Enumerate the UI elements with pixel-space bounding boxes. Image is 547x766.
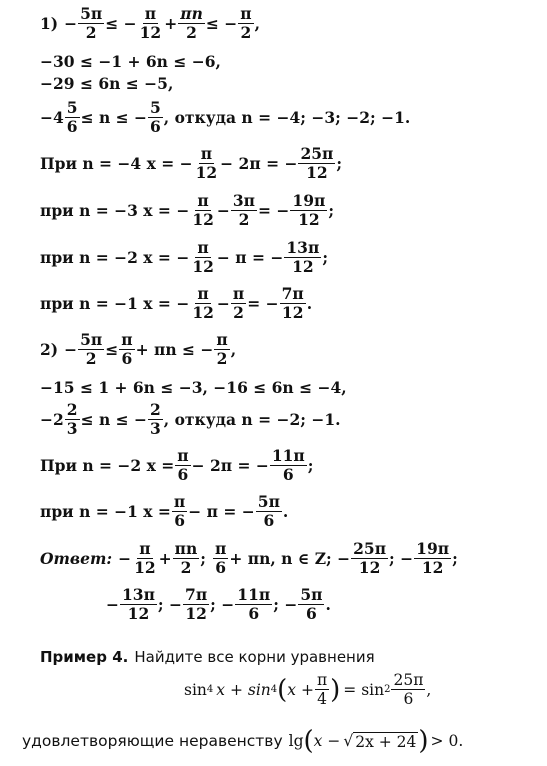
part1-case-3	[40, 240, 328, 276]
operator: +	[158, 549, 172, 569]
operator: ≤ −	[105, 14, 137, 34]
numerator: 13π	[122, 585, 155, 604]
case-text: При n = −2 x =	[40, 456, 175, 476]
case-text: При n = −4 x = −	[40, 154, 193, 174]
denominator: 12	[298, 210, 320, 230]
operator: ; −	[389, 549, 414, 569]
operator: −	[216, 294, 230, 314]
numerator: π	[232, 284, 245, 303]
answer-line1	[40, 541, 458, 577]
fraction	[175, 448, 190, 484]
denominator: 2	[240, 23, 252, 43]
case-text: при n = −1 x = −	[40, 294, 190, 314]
answer-line2	[106, 587, 331, 623]
numerator: π	[173, 492, 186, 511]
example-title: Пример 4.	[40, 648, 129, 666]
denominator: 3	[66, 419, 78, 439]
fraction	[414, 541, 451, 577]
result-text: , откуда n = −2; −1.	[163, 410, 341, 430]
part1-line4	[40, 100, 410, 136]
numerator: 19π	[416, 539, 450, 558]
numerator: π	[144, 4, 157, 23]
fraction	[132, 541, 158, 577]
denominator: 6	[121, 349, 133, 369]
fraction	[190, 286, 216, 322]
operator: = −	[247, 294, 279, 314]
punctuation: ,	[254, 14, 260, 34]
fraction	[120, 587, 157, 623]
denominator: 2	[216, 349, 228, 369]
numerator: 5π	[257, 492, 280, 511]
numerator: 7π	[185, 585, 208, 604]
equation-text: x +	[287, 680, 314, 699]
numerator: π	[240, 4, 252, 23]
denominator: 2	[186, 23, 197, 43]
fraction	[284, 240, 321, 276]
fraction	[298, 587, 324, 623]
fraction	[214, 332, 229, 368]
numerator: 13π	[286, 238, 320, 257]
denominator: 6	[403, 690, 414, 709]
exponent: 2	[384, 684, 391, 696]
minus-sign: −	[64, 340, 78, 360]
example4-heading	[40, 648, 375, 666]
fraction	[178, 6, 205, 42]
operator: ≤ n ≤ −	[80, 410, 147, 430]
fraction	[190, 193, 216, 229]
operator: ; −	[273, 595, 298, 615]
punctuation: ;	[328, 201, 335, 221]
denominator: 6	[177, 465, 189, 485]
operator: − π = −	[188, 502, 255, 522]
denominator: 12	[292, 257, 314, 277]
numerator: 2	[150, 400, 161, 419]
denominator: 2	[85, 349, 97, 369]
right-paren: )	[418, 726, 429, 756]
whole-part: −2	[40, 410, 64, 430]
punctuation: .	[306, 294, 313, 314]
numerator: π	[139, 539, 151, 558]
minus-sign: −	[106, 595, 119, 615]
operator: −	[216, 201, 230, 221]
fraction	[391, 672, 425, 708]
fraction	[298, 146, 335, 182]
denominator: 4	[317, 690, 327, 709]
fraction	[65, 100, 80, 136]
part1-line1	[40, 6, 260, 42]
numerator: 5	[150, 98, 161, 117]
punctuation: ;	[200, 549, 207, 569]
operator: = −	[258, 201, 290, 221]
denominator: 2	[233, 303, 244, 323]
numerator: π	[197, 238, 209, 257]
fraction	[235, 587, 272, 623]
whole-part: −4	[40, 108, 64, 128]
example4-equation	[184, 672, 431, 708]
denominator: 6	[263, 511, 275, 531]
operator: +	[164, 14, 178, 34]
part1-line3: −29 ≤ 6n ≤ −5,	[40, 74, 174, 93]
case-text: при n = −3 x = −	[40, 201, 190, 221]
denominator: 12	[192, 303, 214, 323]
operator: ; −	[210, 595, 235, 615]
equation-text: x −	[313, 732, 341, 750]
operator: ≤	[105, 340, 119, 360]
case-text: при n = −2 x = −	[40, 248, 190, 268]
punctuation: ,	[426, 680, 432, 699]
minus-sign: −	[118, 549, 132, 569]
numerator: 25π	[300, 144, 334, 163]
left-paren: (	[277, 674, 288, 705]
numerator: π	[215, 539, 227, 558]
fraction	[290, 193, 327, 229]
numerator: πn	[180, 4, 203, 23]
numerator: 25π	[353, 539, 387, 558]
part2-case-2	[40, 494, 288, 530]
denominator: 12	[192, 257, 214, 277]
fraction	[138, 6, 164, 42]
answer-label: Ответ:	[40, 549, 113, 569]
denominator: 12	[421, 558, 444, 578]
part1-case-1	[40, 146, 342, 182]
denominator: 2	[85, 23, 97, 43]
operator: + πn ≤ −	[135, 340, 214, 360]
numerator: 7π	[281, 284, 304, 303]
punctuation: ;	[307, 456, 314, 476]
sin-function: sin	[184, 680, 207, 699]
equation-text: = sin	[343, 680, 385, 699]
part1-label: 1)	[40, 14, 59, 34]
denominator: 6	[215, 558, 227, 578]
denominator: 12	[139, 23, 162, 43]
result-text: , откуда n = −4; −3; −2; −1.	[163, 108, 411, 128]
fraction	[173, 541, 200, 577]
right-paren: )	[330, 674, 341, 705]
denominator: 12	[358, 558, 381, 578]
denominator: 6	[282, 465, 294, 485]
denominator: 2	[238, 210, 250, 230]
denominator: 12	[192, 210, 214, 230]
part1-line2: −30 ≤ −1 + 6n ≤ −6,	[40, 52, 221, 71]
fraction	[148, 100, 163, 136]
part2-line3	[40, 402, 341, 438]
part2-case-1	[40, 448, 314, 484]
denominator: 6	[150, 117, 161, 137]
radicand: 2x + 24	[355, 732, 417, 751]
operator: ; −	[157, 595, 183, 615]
example4-condition	[22, 728, 463, 754]
fraction	[194, 146, 220, 182]
fraction	[172, 494, 187, 530]
denominator: 12	[134, 558, 156, 578]
denominator: 12	[195, 163, 218, 183]
operator: ≤ n ≤ −	[80, 108, 147, 128]
punctuation: .	[282, 502, 289, 522]
operator: − π = −	[216, 248, 284, 268]
numerator: 5π	[300, 585, 323, 604]
denominator: 12	[185, 604, 207, 624]
operator: + πn, n ∈ Z; −	[229, 549, 351, 569]
equation-text: x + sin	[216, 680, 271, 699]
fraction	[231, 286, 246, 322]
example-text: Найдите все корни уравнения	[134, 648, 375, 666]
numerator: π	[197, 284, 209, 303]
punctuation: ;	[336, 154, 343, 174]
fraction	[315, 672, 329, 708]
fraction	[280, 286, 306, 322]
part2-line2: −15 ≤ 1 + 6n ≤ −3, −16 ≤ 6n ≤ −4,	[40, 378, 347, 397]
lg-function: lg	[288, 732, 304, 750]
part2-label: 2)	[40, 340, 59, 360]
numerator: π	[216, 330, 228, 349]
numerator: 11π	[237, 585, 271, 604]
part1-case-2	[40, 193, 334, 229]
denominator: 6	[248, 604, 260, 624]
part2-line1	[40, 332, 236, 368]
numerator: 2	[66, 400, 78, 419]
fraction	[78, 332, 104, 368]
operator: ≤ −	[205, 14, 238, 34]
denominator: 12	[127, 604, 150, 624]
denominator: 6	[174, 511, 185, 531]
operator: − 2π = −	[220, 154, 298, 174]
numerator: 19π	[292, 191, 326, 210]
fraction	[183, 587, 209, 623]
numerator: 3π	[232, 191, 256, 210]
operator: > 0.	[430, 732, 464, 750]
punctuation: .	[325, 595, 331, 615]
denominator: 12	[281, 303, 304, 323]
numerator: π	[121, 330, 133, 349]
fraction	[78, 6, 104, 42]
denominator: 6	[66, 117, 78, 137]
denominator: 6	[305, 604, 317, 624]
numerator: 5π	[80, 330, 103, 349]
denominator: 12	[306, 163, 328, 183]
numerator: 11π	[271, 446, 305, 465]
fraction	[190, 240, 216, 276]
fraction	[256, 494, 282, 530]
left-paren: (	[303, 726, 314, 756]
fraction	[231, 193, 257, 229]
fraction	[238, 6, 253, 42]
fraction	[65, 402, 80, 438]
operator: − 2π = −	[191, 456, 269, 476]
fraction	[351, 541, 388, 577]
fraction	[148, 402, 163, 438]
numerator: π	[200, 144, 213, 163]
punctuation: ;	[452, 549, 458, 569]
sqrt-icon: √	[343, 732, 354, 750]
numerator: 5	[66, 98, 78, 117]
exponent: 4	[206, 684, 214, 696]
fraction	[270, 448, 307, 484]
denominator: 2	[180, 558, 192, 578]
punctuation: ,	[230, 340, 237, 360]
condition-text: удовлетворяющие неравенству	[22, 732, 283, 750]
numerator: π	[197, 191, 209, 210]
denominator: 3	[150, 419, 161, 439]
numerator: 25π	[393, 671, 424, 689]
fraction	[213, 541, 228, 577]
fraction	[119, 332, 134, 368]
numerator: π	[177, 446, 189, 465]
exponent: 4	[270, 684, 278, 696]
numerator: 5π	[80, 4, 103, 23]
punctuation: ;	[322, 248, 329, 268]
numerator: πn	[174, 539, 198, 558]
numerator: π	[316, 671, 328, 689]
minus-sign: −	[64, 14, 78, 34]
part1-case-4	[40, 286, 312, 322]
case-text: при n = −1 x =	[40, 502, 171, 522]
